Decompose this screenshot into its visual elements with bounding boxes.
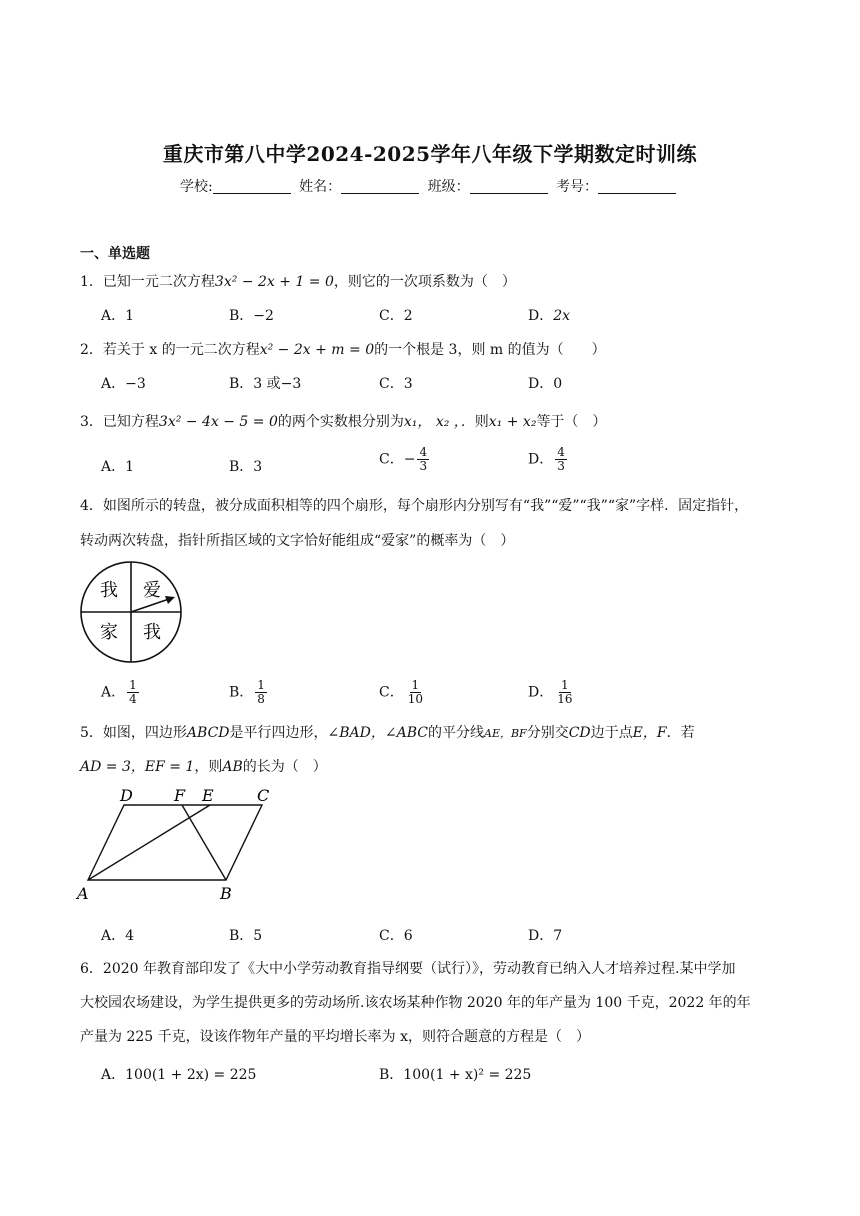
question-3: 3．已知方程3x² − 4x − 5 = 0的两个实数根分别为x₁， x₂ ，．则x₁ + x₂等于（ ） [80, 414, 607, 430]
label-f: F [174, 787, 186, 805]
option-b[interactable]: B．100(1 + x)² = 225 [379, 1067, 532, 1083]
equation: 3x² − 4x − 5 = 0 [158, 414, 278, 430]
option-b[interactable]: B．5 [229, 928, 263, 944]
question-6-line-3: 产量为 225 千克，设该作物年产量的平均增长率为 x，则符合题意的方程是（ ） [80, 1029, 590, 1045]
question-number: 2． [80, 342, 103, 358]
question-number: 3． [80, 414, 103, 430]
question-text: 若关于 x 的一元二次方程 [102, 342, 260, 358]
label-c: C [257, 787, 270, 805]
sum-expression: x₁ + x₂ [488, 414, 537, 430]
question-text: 已知方程 [102, 414, 159, 430]
spinner-label-3: 家 [100, 622, 118, 643]
equation: x² − 2x + m = 0 [259, 342, 375, 358]
option-d[interactable]: D．0 [528, 376, 563, 392]
option-b[interactable]: B．3 [229, 459, 263, 475]
parallelogram-figure [74, 787, 284, 903]
question-6-line-2: 大校园农场建设，为学生提供更多的劳动场所.该农场某种作物 2020 年的年产量为 100 千克，2022 年的年 [80, 995, 751, 1011]
question-4-line-1: 4．如图所示的转盘，被分成面积相等的四个扇形，每个扇形内分别写有“我”“爱”“我”“家”字样．固定指针， [80, 498, 749, 514]
question-6-line-1: 6．2020 年教育部印发了《大中小学劳动教育指导纲要（试行）》，劳动教育已纳入人才培养过程.某中学加 [80, 961, 736, 977]
equation: 3x² − 2x + 1 = 0 [214, 274, 334, 290]
question-4-line-2: 转动两次转盘，指针所指区域的文字恰好能组成“爱家”的概率为（ ） [80, 533, 515, 549]
question-1 [80, 271, 516, 291]
option-a[interactable]: A． $\frac{1}{4}$ [101, 678, 137, 706]
label-d: D [120, 787, 133, 805]
school-blank [213, 179, 291, 194]
option-a[interactable]: A．−3 [101, 376, 146, 392]
label-b: B [220, 884, 232, 903]
spinner-label-1: 我 [100, 580, 118, 601]
spinner-label-2: 爱 [143, 580, 161, 601]
option-b[interactable]: B．3 或−3 [229, 376, 302, 392]
option-b[interactable]: B．−2 [229, 308, 274, 324]
option-a[interactable]: A．4 [101, 928, 135, 944]
question-number: 1． [80, 274, 103, 290]
student-info-line [0, 176, 860, 196]
option-d[interactable]: D．7 [528, 928, 563, 944]
option-a[interactable]: A．1 [101, 459, 135, 475]
option-d[interactable]: D．2x [528, 308, 571, 324]
option-b[interactable]: B． $\frac{1}{8}$ [229, 678, 265, 706]
question-text: 的一个根是 3，则 m 的值为（ ） [374, 342, 606, 358]
option-c[interactable]: C．3 [379, 376, 413, 392]
option-d[interactable]: D． $\frac{1}{16}$ [528, 678, 573, 706]
option-d[interactable]: D． $\frac{4}{3}$ [528, 445, 565, 473]
question-text: 已知一元二次方程 [102, 274, 215, 290]
pointer-arrow-head [165, 596, 175, 604]
label-a: A [77, 884, 89, 903]
option-c[interactable]: C．6 [379, 928, 413, 944]
school-label: 学校: [179, 179, 213, 195]
spinner-label-4: 我 [143, 622, 161, 643]
label-e: E [202, 787, 214, 805]
question-text: ，则它的一次项系数为（ ） [333, 274, 516, 290]
section-title: 一、单选题 [80, 246, 150, 262]
parallelogram-abcd [88, 805, 262, 880]
name-blank [341, 179, 419, 194]
question-5-line-2: AD = 3，EF = 1，则AB的长为（ ） [80, 759, 327, 775]
option-c[interactable]: C．− $\frac{4}{3}$ [379, 445, 428, 473]
name-label: 姓名： [299, 179, 342, 195]
option-c[interactable]: C． $\frac{1}{10}$ [379, 678, 423, 706]
roots: x₁， x₂ ，． [403, 414, 475, 430]
question-2 [80, 339, 606, 359]
exam-number-label: 考号： [556, 179, 599, 195]
class-label: 班级： [427, 179, 470, 195]
option-a[interactable]: A．100(1 + 2x) = 225 [101, 1067, 257, 1083]
exam-number-blank [598, 179, 676, 194]
segment-bf [182, 805, 226, 880]
spinner-figure [76, 559, 198, 665]
option-a[interactable]: A．1 [101, 308, 135, 324]
class-blank [470, 179, 548, 194]
question-5-line-1: 5．如图，四边形ABCD是平行四边形，∠BAD，∠ABC的平分线AE，BF分别交CD边于点E，F．若 [80, 725, 695, 741]
option-c[interactable]: C．2 [379, 308, 413, 324]
page-title: 重庆市第八中学2024-2025学年八年级下学期数定时训练 [162, 142, 698, 166]
